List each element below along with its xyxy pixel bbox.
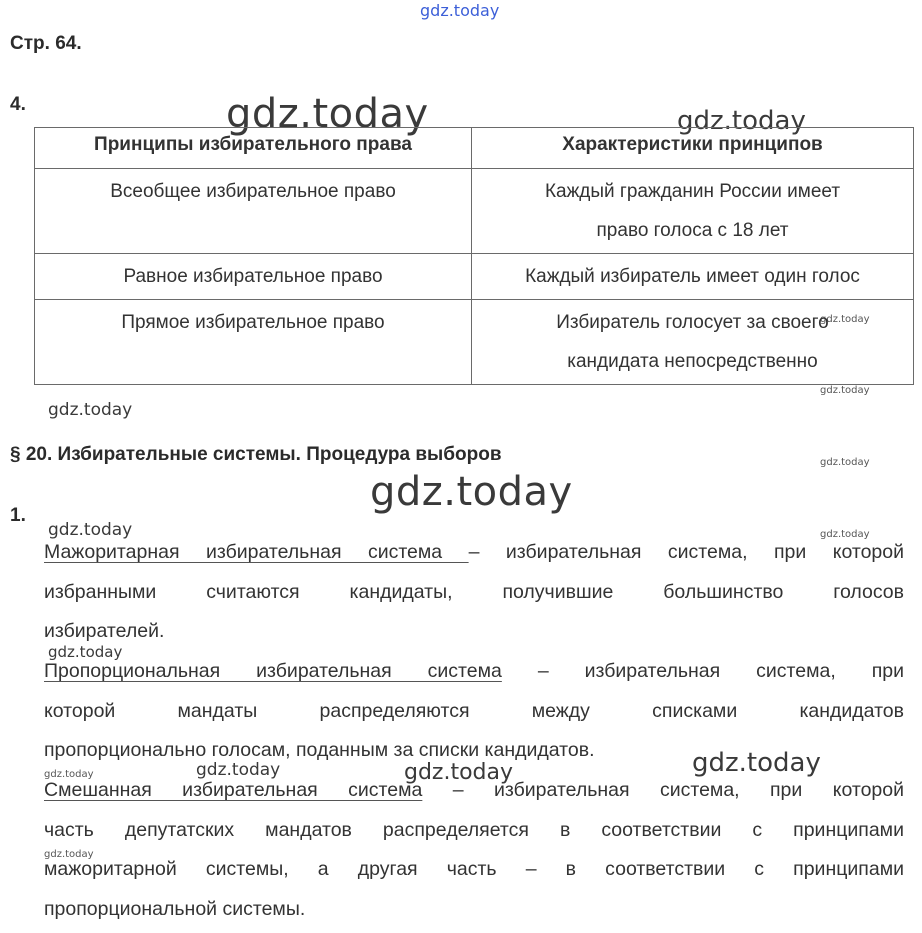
watermark-small: gdz.today [820,457,870,468]
watermark-large: gdz.today [370,469,573,515]
watermark-small: gdz.today [48,520,133,540]
watermark-small: gdz.today [196,760,281,780]
table-row [35,254,914,300]
definition-line: пропорциональной системы. [44,897,306,920]
table-cell-characteristic: Каждый избиратель имеет один голос [472,254,914,300]
term-proportional: Пропорциональная избирательная система [44,660,502,682]
watermark-small: gdz.today [48,400,133,420]
definition-mixed [44,771,904,929]
cell-line: кандидата непосредственно [567,351,818,372]
table-row [35,300,914,385]
page-label: Стр. 64. [10,33,82,54]
cell-line: Избиратель голосует за своего [556,312,829,333]
definition-text: – избирательная система, при которой [422,779,905,801]
watermark-large: gdz.today [226,91,429,137]
table-header-principles: Принципы избирательного права [35,128,472,169]
definition-text: – избирательная система, при которой [468,541,905,563]
table-header-row [35,128,914,169]
task-number: 1. [10,505,26,526]
definition-majoritarian [44,533,904,652]
watermark-small: gdz.today [820,314,870,325]
table-cell-principle: Равное избирательное право [35,254,472,300]
table-row [35,169,914,254]
definition-line [44,771,904,811]
cell-line: право голоса с 18 лет [596,220,789,241]
section-title: § 20. Избирательные системы. Процедура выборов [10,444,502,465]
task-number: 4. [10,94,26,115]
watermark-small: gdz.today [44,769,94,780]
definition-line: часть депутатских мандатов распределяется в соответствии с принципами [44,818,904,841]
watermark-medium: gdz.today [692,748,821,778]
definition-proportional [44,652,904,771]
definition-line: которой мандаты распределяются между списками кандидатов [44,699,904,722]
definition-line: избирателей. [44,620,165,642]
table-header-characteristics: Характеристики принципов [472,128,914,169]
table-cell-principle: Прямое избирательное право [35,300,472,385]
definition-line [44,533,904,573]
definition-line [44,652,904,692]
definition-text: – избирательная система, при [501,660,904,682]
term-mixed: Смешанная избирательная система [44,779,423,801]
watermark-top: gdz.today [420,1,500,20]
watermark-small: gdz.today [48,643,123,661]
term-majoritarian: Мажоритарная избирательная система [44,541,469,563]
watermark-medium: gdz.today [677,106,806,136]
definition-line: пропорционально голосам, поданным за списки кандидатов. [44,739,595,761]
definition-line: мажоритарной системы, а другая часть – в соответствии с принципами [44,858,904,880]
watermark-small: gdz.today [820,529,870,540]
table-cell-principle: Всеобщее избирательное право [35,169,472,254]
watermark-small: gdz.today [44,849,94,860]
watermark-medium: gdz.today [404,760,514,785]
table-cell-characteristic [472,300,914,385]
watermark-small: gdz.today [820,385,870,396]
cell-line: Каждый гражданин России имеет [544,181,841,202]
table-cell-characteristic [472,169,914,254]
principles-table [34,127,914,385]
definition-line: избранными считаются кандидаты, получившие большинство голосов [44,580,904,603]
